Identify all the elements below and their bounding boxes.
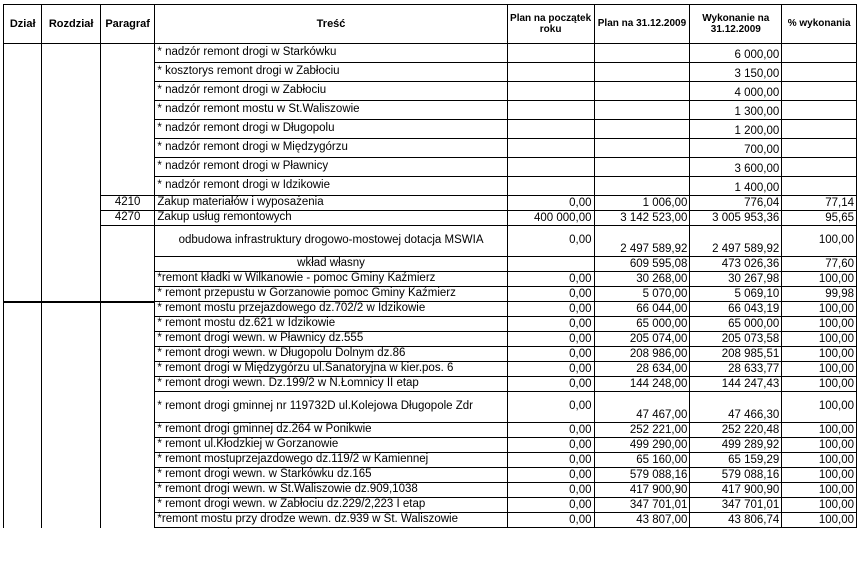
cell-dzial <box>4 101 42 120</box>
cell-rozdzial <box>42 392 101 423</box>
cell-dzial <box>4 82 42 101</box>
cell-rozdzial <box>42 272 101 287</box>
cell-tresc: *remont mostu przy drodze wewn. dz.939 w St. Waliszowie <box>155 513 507 528</box>
cell-plan-end: 609 595,08 <box>594 257 690 272</box>
cell-paragraf <box>100 317 155 332</box>
cell-tresc: *remont kładki w Wilkanowie - pomoc Gminy Kaźmierz <box>155 272 507 287</box>
cell-plan-end: 1 006,00 <box>594 196 690 211</box>
table-row <box>4 453 857 468</box>
cell-tresc: * remont drogi wewn. w St.Waliszowie dz.909,1038 <box>155 483 507 498</box>
table-row <box>4 423 857 438</box>
cell-rozdzial <box>42 120 101 139</box>
cell-paragraf <box>100 362 155 377</box>
cell-dzial <box>4 44 42 63</box>
cell-rozdzial <box>42 423 101 438</box>
header-wykonanie: Wykonanie na 31.12.2009 <box>690 5 782 44</box>
cell-tresc: odbudowa infrastruktury drogowo-mostowej dotacja MSWIA <box>155 226 507 257</box>
cell-plan-start: 0,00 <box>507 196 594 211</box>
cell-procent: 77,14 <box>782 196 857 211</box>
cell-plan-end: 43 807,00 <box>594 513 690 528</box>
cell-procent: 100,00 <box>782 468 857 483</box>
cell-wykonanie: 473 026,36 <box>690 257 782 272</box>
cell-procent: 77,60 <box>782 257 857 272</box>
cell-procent: 100,00 <box>782 377 857 392</box>
cell-plan-start: 0,00 <box>507 272 594 287</box>
cell-plan-start: 0,00 <box>507 438 594 453</box>
table-row <box>4 196 857 211</box>
cell-procent: 100,00 <box>782 317 857 332</box>
cell-wykonanie: 6 000,00 <box>690 44 782 63</box>
cell-wykonanie: 47 466,30 <box>690 392 782 423</box>
cell-plan-end: 144 248,00 <box>594 377 690 392</box>
header-tresc: Treść <box>155 5 507 44</box>
cell-plan-start: 0,00 <box>507 423 594 438</box>
cell-paragraf <box>100 438 155 453</box>
cell-dzial <box>4 302 42 317</box>
cell-rozdzial <box>42 101 101 120</box>
cell-rozdzial <box>42 302 101 317</box>
cell-plan-start <box>507 120 594 139</box>
cell-rozdzial <box>42 211 101 226</box>
cell-plan-end <box>594 120 690 139</box>
cell-tresc: * remont mostu przejazdowego dz.702/2 w Idzikowie <box>155 302 507 317</box>
table-row <box>4 377 857 392</box>
cell-wykonanie: 579 088,16 <box>690 468 782 483</box>
cell-tresc: * nadzór remont drogi w Pławnicy <box>155 158 507 177</box>
cell-dzial <box>4 158 42 177</box>
cell-plan-end: 28 634,00 <box>594 362 690 377</box>
cell-paragraf <box>100 139 155 158</box>
cell-rozdzial <box>42 226 101 257</box>
cell-plan-start <box>507 44 594 63</box>
cell-plan-end: 252 221,00 <box>594 423 690 438</box>
table-body <box>4 44 857 528</box>
cell-tresc: * remont drogi wewn. w Pławnicy dz.555 <box>155 332 507 347</box>
cell-dzial <box>4 177 42 196</box>
table-row <box>4 158 857 177</box>
cell-plan-start <box>507 257 594 272</box>
cell-rozdzial <box>42 347 101 362</box>
table-row <box>4 302 857 317</box>
table-row <box>4 272 857 287</box>
cell-plan-end: 2 497 589,92 <box>594 226 690 257</box>
cell-rozdzial <box>42 139 101 158</box>
budget-table <box>3 4 857 528</box>
cell-plan-start: 0,00 <box>507 453 594 468</box>
cell-rozdzial <box>42 196 101 211</box>
cell-dzial <box>4 362 42 377</box>
cell-procent: 100,00 <box>782 392 857 423</box>
cell-plan-end <box>594 82 690 101</box>
cell-wykonanie: 3 600,00 <box>690 158 782 177</box>
table-row <box>4 211 857 226</box>
cell-wykonanie: 2 497 589,92 <box>690 226 782 257</box>
cell-rozdzial <box>42 332 101 347</box>
cell-wykonanie: 65 000,00 <box>690 317 782 332</box>
table-row <box>4 177 857 196</box>
cell-plan-start: 0,00 <box>507 287 594 302</box>
cell-plan-start: 400 000,00 <box>507 211 594 226</box>
cell-plan-start <box>507 158 594 177</box>
table-row <box>4 257 857 272</box>
table-row <box>4 483 857 498</box>
cell-plan-start: 0,00 <box>507 347 594 362</box>
cell-procent <box>782 82 857 101</box>
cell-procent: 100,00 <box>782 513 857 528</box>
cell-wykonanie: 205 073,58 <box>690 332 782 347</box>
cell-dzial <box>4 438 42 453</box>
cell-tresc: * remont drogi gminnej dz.264 w Ponikwie <box>155 423 507 438</box>
cell-plan-start <box>507 82 594 101</box>
cell-tresc: * remont mostu dz.621 w Idzikowie <box>155 317 507 332</box>
cell-tresc: Zakup usług remontowych <box>155 211 507 226</box>
cell-dzial <box>4 468 42 483</box>
cell-plan-start: 0,00 <box>507 317 594 332</box>
cell-tresc: * remont drogi wewn. w Długopolu Dolnym dz.86 <box>155 347 507 362</box>
cell-wykonanie: 1 200,00 <box>690 120 782 139</box>
cell-paragraf <box>100 483 155 498</box>
cell-plan-end: 205 074,00 <box>594 332 690 347</box>
cell-wykonanie: 144 247,43 <box>690 377 782 392</box>
cell-tresc: * nadzór remont drogi w Starkówku <box>155 44 507 63</box>
cell-paragraf <box>100 177 155 196</box>
table-row <box>4 468 857 483</box>
table-row <box>4 44 857 63</box>
cell-tresc: Zakup materiałów i wyposażenia <box>155 196 507 211</box>
cell-paragraf <box>100 82 155 101</box>
table-row <box>4 101 857 120</box>
cell-dzial <box>4 347 42 362</box>
cell-plan-end: 30 268,00 <box>594 272 690 287</box>
cell-plan-start: 0,00 <box>507 483 594 498</box>
cell-rozdzial <box>42 468 101 483</box>
cell-rozdzial <box>42 513 101 528</box>
cell-tresc: * remont ul.Kłodzkiej w Gorzanowie <box>155 438 507 453</box>
cell-dzial <box>4 226 42 257</box>
cell-rozdzial <box>42 63 101 82</box>
cell-plan-end: 47 467,00 <box>594 392 690 423</box>
cell-plan-end: 208 986,00 <box>594 347 690 362</box>
cell-plan-end <box>594 177 690 196</box>
cell-paragraf <box>100 302 155 317</box>
cell-plan-start: 0,00 <box>507 513 594 528</box>
cell-rozdzial <box>42 498 101 513</box>
cell-procent: 100,00 <box>782 272 857 287</box>
cell-plan-start: 0,00 <box>507 362 594 377</box>
cell-plan-start <box>507 63 594 82</box>
header-dzial: Dział <box>4 5 42 44</box>
cell-rozdzial <box>42 377 101 392</box>
cell-plan-end <box>594 139 690 158</box>
table-row <box>4 63 857 82</box>
cell-tresc: wkład własny <box>155 257 507 272</box>
cell-paragraf <box>100 332 155 347</box>
cell-plan-end: 579 088,16 <box>594 468 690 483</box>
cell-wykonanie: 1 400,00 <box>690 177 782 196</box>
cell-rozdzial <box>42 177 101 196</box>
cell-procent <box>782 101 857 120</box>
cell-rozdzial <box>42 453 101 468</box>
cell-dzial <box>4 423 42 438</box>
cell-procent: 100,00 <box>782 226 857 257</box>
cell-tresc: * remont drogi gminnej nr 119732D ul.Kolejowa Długopole Zdr <box>155 392 507 423</box>
cell-paragraf <box>100 44 155 63</box>
cell-tresc: * remont drogi wewn. w Starkówku dz.165 <box>155 468 507 483</box>
cell-dzial <box>4 483 42 498</box>
cell-paragraf <box>100 423 155 438</box>
table-row <box>4 513 857 528</box>
cell-dzial <box>4 513 42 528</box>
cell-paragraf <box>100 226 155 257</box>
table-row <box>4 362 857 377</box>
cell-plan-start <box>507 177 594 196</box>
cell-dzial <box>4 139 42 158</box>
table-row <box>4 498 857 513</box>
cell-wykonanie: 252 220,48 <box>690 423 782 438</box>
cell-procent: 100,00 <box>782 332 857 347</box>
cell-paragraf <box>100 392 155 423</box>
table-row <box>4 287 857 302</box>
cell-rozdzial <box>42 82 101 101</box>
cell-paragraf <box>100 257 155 272</box>
cell-plan-end <box>594 44 690 63</box>
cell-rozdzial <box>42 257 101 272</box>
cell-paragraf <box>100 377 155 392</box>
cell-plan-start: 0,00 <box>507 332 594 347</box>
table-row <box>4 139 857 158</box>
header-procent: % wykonania <box>782 5 857 44</box>
table-row <box>4 332 857 347</box>
cell-plan-end: 65 160,00 <box>594 453 690 468</box>
cell-plan-start: 0,00 <box>507 302 594 317</box>
cell-tresc: * remont mostuprzejazdowego dz.119/2 w Kamiennej <box>155 453 507 468</box>
cell-plan-end: 66 044,00 <box>594 302 690 317</box>
cell-dzial <box>4 377 42 392</box>
cell-procent: 100,00 <box>782 302 857 317</box>
header-paragraf: Paragraf <box>100 5 155 44</box>
cell-dzial <box>4 120 42 139</box>
cell-plan-start: 0,00 <box>507 226 594 257</box>
table-row <box>4 438 857 453</box>
cell-procent: 100,00 <box>782 347 857 362</box>
cell-plan-end: 499 290,00 <box>594 438 690 453</box>
table-row <box>4 120 857 139</box>
cell-procent <box>782 44 857 63</box>
cell-rozdzial <box>42 287 101 302</box>
table-row <box>4 347 857 362</box>
header-rozdzial: Rozdział <box>42 5 101 44</box>
cell-tresc: * kosztorys remont drogi w Zabłociu <box>155 63 507 82</box>
cell-rozdzial <box>42 158 101 177</box>
cell-tresc: * remont przepustu w Gorzanowie pomoc Gminy Kaźmierz <box>155 287 507 302</box>
header-plan-start: Plan na początek roku <box>507 5 594 44</box>
cell-wykonanie: 3 150,00 <box>690 63 782 82</box>
cell-wykonanie: 65 159,29 <box>690 453 782 468</box>
cell-procent: 95,65 <box>782 211 857 226</box>
cell-procent <box>782 120 857 139</box>
cell-plan-start: 0,00 <box>507 377 594 392</box>
header-plan-end: Plan na 31.12.2009 <box>594 5 690 44</box>
cell-paragraf <box>100 468 155 483</box>
cell-rozdzial <box>42 438 101 453</box>
cell-paragraf <box>100 453 155 468</box>
cell-plan-end: 417 900,90 <box>594 483 690 498</box>
cell-plan-end <box>594 101 690 120</box>
cell-wykonanie: 43 806,74 <box>690 513 782 528</box>
cell-wykonanie: 1 300,00 <box>690 101 782 120</box>
cell-procent: 100,00 <box>782 453 857 468</box>
cell-dzial <box>4 196 42 211</box>
cell-paragraf <box>100 498 155 513</box>
cell-plan-end <box>594 63 690 82</box>
cell-rozdzial <box>42 362 101 377</box>
cell-wykonanie: 499 289,92 <box>690 438 782 453</box>
cell-paragraf <box>100 63 155 82</box>
table-row <box>4 82 857 101</box>
cell-procent: 100,00 <box>782 362 857 377</box>
cell-wykonanie: 776,04 <box>690 196 782 211</box>
cell-plan-end: 65 000,00 <box>594 317 690 332</box>
cell-procent: 100,00 <box>782 438 857 453</box>
cell-plan-start: 0,00 <box>507 392 594 423</box>
cell-plan-end <box>594 158 690 177</box>
cell-dzial <box>4 287 42 302</box>
cell-dzial <box>4 63 42 82</box>
cell-procent <box>782 177 857 196</box>
table-row <box>4 317 857 332</box>
cell-rozdzial <box>42 317 101 332</box>
cell-wykonanie: 30 267,98 <box>690 272 782 287</box>
cell-wykonanie: 347 701,01 <box>690 498 782 513</box>
cell-wykonanie: 3 005 953,36 <box>690 211 782 226</box>
cell-procent: 100,00 <box>782 498 857 513</box>
cell-paragraf <box>100 272 155 287</box>
cell-dzial <box>4 332 42 347</box>
cell-procent <box>782 63 857 82</box>
cell-tresc: * nadzór remont drogi w Idzikowie <box>155 177 507 196</box>
cell-plan-start <box>507 101 594 120</box>
cell-dzial <box>4 453 42 468</box>
cell-procent <box>782 139 857 158</box>
cell-plan-start: 0,00 <box>507 498 594 513</box>
cell-plan-end: 3 142 523,00 <box>594 211 690 226</box>
cell-tresc: * nadzór remont drogi w Zabłociu <box>155 82 507 101</box>
cell-dzial <box>4 257 42 272</box>
cell-rozdzial <box>42 483 101 498</box>
cell-dzial <box>4 498 42 513</box>
cell-dzial <box>4 272 42 287</box>
cell-wykonanie: 700,00 <box>690 139 782 158</box>
cell-plan-end: 5 070,00 <box>594 287 690 302</box>
cell-paragraf <box>100 287 155 302</box>
cell-rozdzial <box>42 44 101 63</box>
cell-paragraf <box>100 101 155 120</box>
cell-paragraf: 4210 <box>100 196 155 211</box>
cell-paragraf <box>100 158 155 177</box>
cell-paragraf <box>100 120 155 139</box>
cell-wykonanie: 4 000,00 <box>690 82 782 101</box>
cell-wykonanie: 208 985,51 <box>690 347 782 362</box>
cell-wykonanie: 66 043,19 <box>690 302 782 317</box>
cell-paragraf <box>100 347 155 362</box>
cell-tresc: * nadzór remont drogi w Długopolu <box>155 120 507 139</box>
cell-tresc: * remont drogi w Międzygórzu ul.Sanatoryjna w kier.pos. 6 <box>155 362 507 377</box>
cell-tresc: * nadzór remont drogi w Międzygórzu <box>155 139 507 158</box>
cell-dzial <box>4 317 42 332</box>
table-row <box>4 392 857 423</box>
cell-procent <box>782 158 857 177</box>
cell-tresc: * remont drogi wewn. Dz.199/2 w N.Łomnicy II etap <box>155 377 507 392</box>
cell-plan-start <box>507 139 594 158</box>
cell-plan-start: 0,00 <box>507 468 594 483</box>
cell-procent: 99,98 <box>782 287 857 302</box>
cell-wykonanie: 28 633,77 <box>690 362 782 377</box>
cell-procent: 100,00 <box>782 423 857 438</box>
header-row <box>4 5 857 44</box>
cell-tresc: * remont drogi wewn. w Zabłociu dz.229/2,223 I etap <box>155 498 507 513</box>
cell-paragraf: 4270 <box>100 211 155 226</box>
cell-wykonanie: 5 069,10 <box>690 287 782 302</box>
cell-plan-end: 347 701,01 <box>594 498 690 513</box>
cell-paragraf <box>100 513 155 528</box>
cell-dzial <box>4 211 42 226</box>
cell-tresc: * nadzór remont mostu w St.Waliszowie <box>155 101 507 120</box>
table-row <box>4 226 857 257</box>
cell-wykonanie: 417 900,90 <box>690 483 782 498</box>
cell-procent: 100,00 <box>782 483 857 498</box>
cell-dzial <box>4 392 42 423</box>
